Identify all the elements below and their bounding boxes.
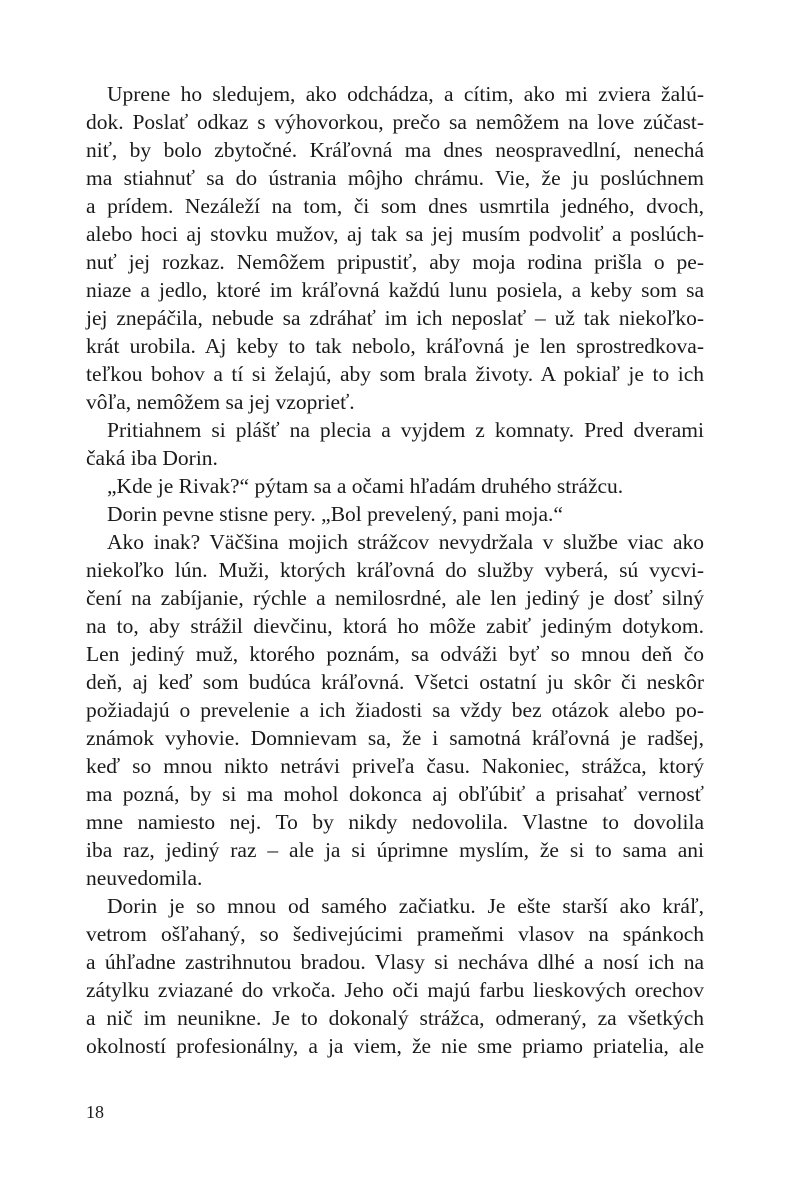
text-line: „Kde je Rivak?“ pýtam sa a očami hľadám druhého strážcu.: [107, 474, 624, 498]
text-line: dok. Poslať odkaz s výhovorkou, prečo sa nemôžem na love zúčast-: [86, 110, 704, 134]
text-line: ma pozná, by si ma mohol dokonca aj obľúbiť a prisahať vernosť: [86, 782, 704, 806]
text-line: teľkou bohov a tí si želajú, aby som brala životy. A pokiaľ je to ich: [86, 362, 704, 386]
text-line: keď so mnou nikto netrávi priveľa času. Nakoniec, strážca, ktorý: [86, 754, 704, 778]
text-line: iba raz, jediný raz – ale ja si úprimne myslím, že si to sama ani: [86, 838, 704, 862]
text-line: čení na zabíjanie, rýchle a nemilosrdné, ale len jediný je dosť silný: [86, 586, 704, 610]
text-line: deň, aj keď som budúca kráľovná. Všetci ostatní ju skôr či neskôr: [86, 670, 704, 694]
text-line: a úhľadne zastrihnutou bradou. Vlasy si nechávа dlhé a nosí ich na: [86, 950, 704, 974]
text-line: vetrom ošľahaný, so šedivejúcimi prameňmi vlasov na spánkoch: [86, 922, 704, 946]
text-line: známok vyhovie. Domnievam sa, že i samotná kráľovná je radšej,: [86, 726, 704, 750]
page-number: 18: [86, 1102, 104, 1122]
text-line: mne namiesto nej. To by nikdy nedovolila. Vlastne to dovolila: [86, 810, 704, 834]
text-line: Pritiahnem si plášť na plecia a vyjdem z komnaty. Pred dverami: [107, 418, 704, 442]
text-line: a nič im neunikne. Je to dokonalý strážca, odmeraný, za všetkých: [86, 1006, 704, 1030]
text-line: Ako inak? Väčšina mojich strážcov nevydržala v službe viac ako: [107, 530, 704, 554]
text-line: vôľa, nemôžem sa jej vzoprieť.: [86, 390, 355, 414]
text-line: Dorin je so mnou od samého začiatku. Je ešte starší ako kráľ,: [107, 894, 704, 918]
text-line: krát urobila. Aj keby to tak nebolo, kráľovná je len sprostredkova-: [86, 334, 704, 358]
text-line: jej znepáčila, nebude sa zdráhať im ich neposlať – už tak niekoľko-: [86, 306, 704, 330]
text-line: na to, aby strážil dievčinu, ktorá ho môže zabiť jediným dotykom.: [86, 614, 704, 638]
body-text: [86, 80, 704, 1060]
text-line: a prídem. Nezáleží na tom, či som dnes usmrtila jedného, dvoch,: [86, 194, 704, 218]
text-line: niekoľko lún. Muži, ktorých kráľovná do služby vyberá, sú vycvi-: [86, 558, 704, 582]
text-line: niaze a jedlo, ktoré im kráľovná každú lunu posiela, a keby som sa: [86, 278, 704, 302]
text-line: niť, by bolo zbytočné. Kráľovná ma dnes neospravedlní, nenechá: [86, 138, 704, 162]
text-line: Dorin pevne stisne pery. „Bol prevelený, pani moja.“: [107, 502, 563, 526]
text-line: Uprene ho sledujem, ako odchádza, a cítim, ako mi zviera žalú-: [107, 82, 704, 106]
text-line: okolností profesionálny, a ja viem, že nie sme priamo priatelia, ale: [86, 1034, 704, 1058]
text-line: požiadajú o prevelenie a ich žiadosti sa vždy bez otázok alebo po-: [86, 698, 704, 722]
text-line: alebo hoci aj stovku mužov, aj tak sa jej musím podvoliť a poslúch-: [86, 222, 704, 246]
text-line: Len jediný muž, ktorého poznám, sa odváži byť so mnou deň čo: [86, 642, 704, 666]
text-line: neuvedomila.: [86, 866, 203, 890]
text-line: čaká iba Dorin.: [86, 446, 218, 470]
text-line: ma stiahnuť sa do ústrania môjho chrámu. Vie, že ju poslúchnem: [86, 166, 704, 190]
text-line: zátylku zviazané do vrkoča. Jeho oči majú farbu lieskových orechov: [86, 978, 704, 1002]
text-line: nuť jej rozkaz. Nemôžem pripustiť, aby moja rodina prišla o pe-: [86, 250, 704, 274]
